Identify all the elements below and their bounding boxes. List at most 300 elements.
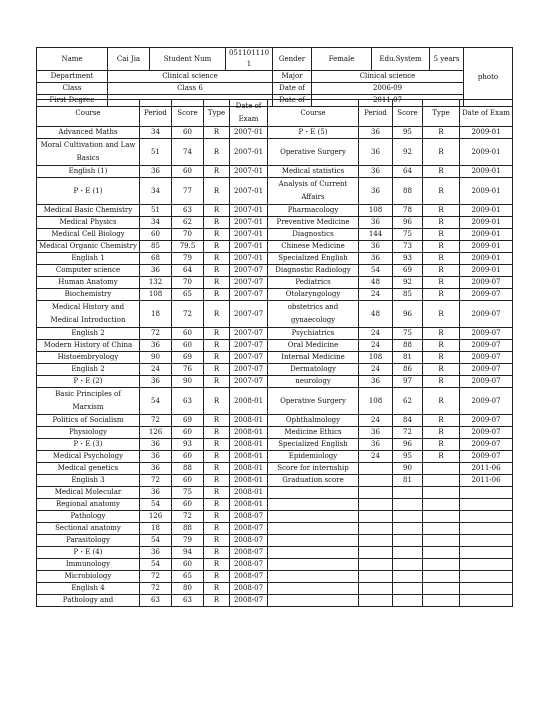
left-score: 88 <box>172 463 204 475</box>
left-exam-date: 2007-01 <box>230 139 268 166</box>
right-exam-date: 2009-07 <box>460 388 513 415</box>
col-date-of-exam: Date of Exam <box>460 100 513 127</box>
right-period: 24 <box>359 340 393 352</box>
right-score: 88 <box>393 178 423 205</box>
table-row <box>37 139 513 166</box>
left-course-name: English 4 <box>37 583 140 595</box>
right-course-name <box>268 511 359 523</box>
table-row <box>37 595 513 607</box>
right-period: 54 <box>359 265 393 277</box>
table-row <box>37 229 513 241</box>
right-type <box>423 571 460 583</box>
left-course-name: Basic Principles of Marxism <box>37 388 140 415</box>
table-row <box>37 352 513 364</box>
right-exam-date: 2009-07 <box>460 328 513 340</box>
right-type: R <box>423 289 460 301</box>
right-course-name: Epidemiology <box>268 451 359 463</box>
table-row <box>37 328 513 340</box>
left-period: 36 <box>140 166 172 178</box>
table-row <box>37 289 513 301</box>
right-course-name: Otolaryngology <box>268 289 359 301</box>
edu-system-label: Edu.System <box>372 48 430 71</box>
left-exam-date: 2008-01 <box>230 439 268 451</box>
left-period: 36 <box>140 376 172 388</box>
left-score: 62 <box>172 217 204 229</box>
table-row <box>37 571 513 583</box>
left-period: 54 <box>140 499 172 511</box>
right-course-name <box>268 535 359 547</box>
class-value: Class 6 <box>108 83 273 95</box>
left-type: R <box>204 523 230 535</box>
left-exam-date: 2008-01 <box>230 451 268 463</box>
table-row <box>37 253 513 265</box>
right-type: R <box>423 352 460 364</box>
right-exam-date: 2009-07 <box>460 427 513 439</box>
left-type: R <box>204 583 230 595</box>
left-exam-date: 2008-07 <box>230 511 268 523</box>
right-period: 36 <box>359 427 393 439</box>
right-period: 36 <box>359 166 393 178</box>
table-row <box>37 277 513 289</box>
right-score: 88 <box>393 340 423 352</box>
right-type: R <box>423 388 460 415</box>
left-exam-date: 2008-07 <box>230 547 268 559</box>
left-course-name: Medical genetics <box>37 463 140 475</box>
table-row <box>37 376 513 388</box>
left-exam-date: 2007-07 <box>230 277 268 289</box>
left-period: 34 <box>140 217 172 229</box>
left-period: 24 <box>140 364 172 376</box>
right-period: 24 <box>359 415 393 427</box>
right-exam-date: 2009-01 <box>460 139 513 166</box>
student-info-table <box>36 47 513 107</box>
right-exam-date: 2009-01 <box>460 127 513 139</box>
table-row <box>37 127 513 139</box>
left-score: 75 <box>172 487 204 499</box>
left-course-name: P・E (1) <box>37 178 140 205</box>
right-exam-date: 2009-07 <box>460 451 513 463</box>
left-score: 60 <box>172 475 204 487</box>
left-course-name: Advanced Maths <box>37 127 140 139</box>
left-course-name: P・E (4) <box>37 547 140 559</box>
right-course-name: Ophthalmology <box>268 415 359 427</box>
left-period: 36 <box>140 487 172 499</box>
left-type: R <box>204 547 230 559</box>
left-exam-date: 2008-01 <box>230 415 268 427</box>
right-type: R <box>423 415 460 427</box>
left-period: 54 <box>140 388 172 415</box>
right-type <box>423 535 460 547</box>
table-row <box>37 463 513 475</box>
right-exam-date: 2009-01 <box>460 265 513 277</box>
right-period: 48 <box>359 277 393 289</box>
right-type: R <box>423 427 460 439</box>
left-type: R <box>204 388 230 415</box>
left-course-name: Medical Basic Chemistry <box>37 205 140 217</box>
right-period <box>359 571 393 583</box>
student-num-value: 0511011101 <box>226 48 273 71</box>
right-type: R <box>423 229 460 241</box>
right-exam-date: 2009-01 <box>460 229 513 241</box>
left-score: 80 <box>172 583 204 595</box>
left-period: 51 <box>140 139 172 166</box>
left-period: 36 <box>140 439 172 451</box>
right-period: 36 <box>359 139 393 166</box>
left-type: R <box>204 139 230 166</box>
right-course-name <box>268 499 359 511</box>
name-value: Cai Jia <box>108 48 150 71</box>
table-row <box>37 499 513 511</box>
student-num-label: Student Num <box>150 48 226 71</box>
right-type: R <box>423 340 460 352</box>
right-exam-date: 2009-01 <box>460 241 513 253</box>
right-course-name: Analysis of Current Affairs <box>268 178 359 205</box>
left-exam-date: 2007-07 <box>230 289 268 301</box>
right-period <box>359 583 393 595</box>
table-row <box>37 427 513 439</box>
right-course-name: Medical statistics <box>268 166 359 178</box>
right-course-name <box>268 583 359 595</box>
right-type <box>423 583 460 595</box>
table-row <box>37 451 513 463</box>
left-period: 34 <box>140 178 172 205</box>
left-course-name: English 2 <box>37 328 140 340</box>
first-degree-label: First Degree <box>37 95 108 107</box>
left-course-name: Regional anatomy <box>37 499 140 511</box>
left-course-name: Microbiology <box>37 571 140 583</box>
right-course-name: Specialized English <box>268 439 359 451</box>
right-period <box>359 523 393 535</box>
left-course-name: Modern History of China <box>37 340 140 352</box>
right-type: R <box>423 217 460 229</box>
left-period: 72 <box>140 583 172 595</box>
right-course-name: Diagnostic Radiology <box>268 265 359 277</box>
left-score: 94 <box>172 547 204 559</box>
right-course-name: Pediatrics <box>268 277 359 289</box>
left-course-name: English 1 <box>37 253 140 265</box>
right-type: R <box>423 376 460 388</box>
right-period: 36 <box>359 253 393 265</box>
right-exam-date: 2009-07 <box>460 415 513 427</box>
right-period: 108 <box>359 352 393 364</box>
left-exam-date: 2007-01 <box>230 217 268 229</box>
right-exam-date <box>460 487 513 499</box>
left-course-name: Human Anatomy <box>37 277 140 289</box>
right-score: 75 <box>393 328 423 340</box>
left-course-name: P・E (3) <box>37 439 140 451</box>
left-type: R <box>204 217 230 229</box>
left-exam-date: 2007-01 <box>230 166 268 178</box>
major-value: Clinical science <box>312 71 464 83</box>
left-type: R <box>204 487 230 499</box>
left-score: 72 <box>172 301 204 328</box>
right-type: R <box>423 253 460 265</box>
right-period <box>359 487 393 499</box>
left-type: R <box>204 241 230 253</box>
right-exam-date <box>460 583 513 595</box>
left-type: R <box>204 205 230 217</box>
right-score <box>393 499 423 511</box>
right-type <box>423 595 460 607</box>
right-score <box>393 487 423 499</box>
left-score: 63 <box>172 595 204 607</box>
right-score: 64 <box>393 166 423 178</box>
left-period: 85 <box>140 241 172 253</box>
right-course-name: Score for internship <box>268 463 359 475</box>
table-row <box>37 415 513 427</box>
left-type: R <box>204 463 230 475</box>
right-score: 85 <box>393 289 423 301</box>
right-score: 96 <box>393 439 423 451</box>
right-type: R <box>423 439 460 451</box>
right-type: R <box>423 166 460 178</box>
left-period: 68 <box>140 253 172 265</box>
left-period: 36 <box>140 451 172 463</box>
right-period: 36 <box>359 127 393 139</box>
left-type: R <box>204 451 230 463</box>
right-period: 36 <box>359 217 393 229</box>
left-type: R <box>204 277 230 289</box>
gender-value: Female <box>312 48 372 71</box>
left-exam-date: 2007-07 <box>230 340 268 352</box>
left-type: R <box>204 178 230 205</box>
class-label: Class <box>37 83 108 95</box>
col-date-of-exam: Date of Exam <box>230 100 268 127</box>
left-exam-date: 2007-01 <box>230 127 268 139</box>
left-course-name: English (1) <box>37 166 140 178</box>
right-score: 96 <box>393 217 423 229</box>
right-course-name: Chinese Medicine <box>268 241 359 253</box>
right-score <box>393 523 423 535</box>
graduation-date-value: 2011-07 <box>312 95 464 107</box>
right-score <box>393 547 423 559</box>
right-score: 90 <box>393 463 423 475</box>
left-score: 72 <box>172 511 204 523</box>
right-course-name <box>268 571 359 583</box>
left-course-name: Pathology <box>37 511 140 523</box>
left-exam-date: 2008-01 <box>230 475 268 487</box>
right-score: 92 <box>393 277 423 289</box>
right-exam-date <box>460 511 513 523</box>
right-score <box>393 571 423 583</box>
right-score: 95 <box>393 451 423 463</box>
right-course-name: Operative Surgery <box>268 139 359 166</box>
department-label: Department <box>37 71 108 83</box>
table-row <box>37 559 513 571</box>
left-exam-date: 2008-07 <box>230 595 268 607</box>
right-period <box>359 475 393 487</box>
right-exam-date <box>460 499 513 511</box>
left-score: 70 <box>172 229 204 241</box>
right-score: 86 <box>393 364 423 376</box>
table-row <box>37 340 513 352</box>
left-period: 18 <box>140 301 172 328</box>
right-course-name: Preventive Medicine <box>268 217 359 229</box>
left-type: R <box>204 559 230 571</box>
left-score: 90 <box>172 376 204 388</box>
photo-box: photo <box>464 48 513 107</box>
left-type: R <box>204 340 230 352</box>
right-period <box>359 559 393 571</box>
right-course-name <box>268 595 359 607</box>
left-period: 36 <box>140 463 172 475</box>
table-row <box>37 535 513 547</box>
right-period: 24 <box>359 451 393 463</box>
right-score: 62 <box>393 388 423 415</box>
right-type <box>423 487 460 499</box>
right-period: 36 <box>359 376 393 388</box>
left-period: 34 <box>140 127 172 139</box>
left-type: R <box>204 265 230 277</box>
name-label: Name <box>37 48 108 71</box>
table-row <box>37 265 513 277</box>
left-exam-date: 2008-01 <box>230 499 268 511</box>
right-exam-date: 2009-01 <box>460 217 513 229</box>
right-course-name: obstetrics and gynaecology <box>268 301 359 328</box>
column-header-row <box>37 100 513 127</box>
left-period: 36 <box>140 340 172 352</box>
right-period: 24 <box>359 328 393 340</box>
left-course-name: English 3 <box>37 475 140 487</box>
right-exam-date: 2009-07 <box>460 277 513 289</box>
left-period: 72 <box>140 571 172 583</box>
table-row <box>37 205 513 217</box>
right-type: R <box>423 205 460 217</box>
left-exam-date: 2007-01 <box>230 178 268 205</box>
table-row <box>37 217 513 229</box>
table-row <box>37 547 513 559</box>
right-exam-date <box>460 547 513 559</box>
left-course-name: Medical Physics <box>37 217 140 229</box>
left-score: 63 <box>172 205 204 217</box>
left-score: 70 <box>172 277 204 289</box>
left-exam-date: 2008-01 <box>230 388 268 415</box>
left-score: 60 <box>172 499 204 511</box>
edu-system-value: 5 years <box>430 48 464 71</box>
left-course-name: Physiology <box>37 427 140 439</box>
left-exam-date: 2007-01 <box>230 205 268 217</box>
left-score: 74 <box>172 139 204 166</box>
left-exam-date: 2007-01 <box>230 229 268 241</box>
left-course-name: Medical Molecular <box>37 487 140 499</box>
left-course-name: Biochemistry <box>37 289 140 301</box>
right-type: R <box>423 265 460 277</box>
left-period: 54 <box>140 535 172 547</box>
left-exam-date: 2008-01 <box>230 463 268 475</box>
left-type: R <box>204 352 230 364</box>
right-type: R <box>423 328 460 340</box>
left-period: 63 <box>140 595 172 607</box>
right-type: R <box>423 241 460 253</box>
right-exam-date: 2011-06 <box>460 475 513 487</box>
left-score: 65 <box>172 289 204 301</box>
left-type: R <box>204 415 230 427</box>
left-exam-date: 2008-01 <box>230 427 268 439</box>
right-course-name: Operative Surgery <box>268 388 359 415</box>
right-score: 92 <box>393 139 423 166</box>
left-score: 60 <box>172 166 204 178</box>
left-exam-date: 2007-07 <box>230 364 268 376</box>
table-row <box>37 241 513 253</box>
left-course-name: Histoembryology <box>37 352 140 364</box>
table-row <box>37 523 513 535</box>
right-course-name: Pharmacology <box>268 205 359 217</box>
left-exam-date: 2008-07 <box>230 535 268 547</box>
right-score: 95 <box>393 127 423 139</box>
col-period: Period <box>140 100 172 127</box>
left-course-name: Computer science <box>37 265 140 277</box>
left-period: 72 <box>140 415 172 427</box>
right-score: 96 <box>393 301 423 328</box>
left-score: 88 <box>172 523 204 535</box>
left-type: R <box>204 439 230 451</box>
right-exam-date: 2009-01 <box>460 178 513 205</box>
right-score: 81 <box>393 352 423 364</box>
right-exam-date: 2009-07 <box>460 289 513 301</box>
left-score: 64 <box>172 265 204 277</box>
right-score: 81 <box>393 475 423 487</box>
right-type: R <box>423 364 460 376</box>
gender-label: Gender <box>273 48 312 71</box>
left-score: 60 <box>172 427 204 439</box>
table-row <box>37 301 513 328</box>
right-exam-date: 2009-07 <box>460 439 513 451</box>
right-type: R <box>423 301 460 328</box>
right-type <box>423 499 460 511</box>
left-period: 18 <box>140 523 172 535</box>
right-score <box>393 595 423 607</box>
right-period: 24 <box>359 289 393 301</box>
col-type: Type <box>423 100 460 127</box>
left-score: 76 <box>172 364 204 376</box>
col-period: Period <box>359 100 393 127</box>
table-row <box>37 166 513 178</box>
left-period: 72 <box>140 475 172 487</box>
right-type <box>423 559 460 571</box>
right-score: 78 <box>393 205 423 217</box>
right-score: 93 <box>393 253 423 265</box>
left-exam-date: 2007-07 <box>230 352 268 364</box>
table-row <box>37 178 513 205</box>
graduation-date-label: Date of <box>273 95 312 107</box>
table-row <box>37 439 513 451</box>
right-period <box>359 595 393 607</box>
left-exam-date: 2008-07 <box>230 571 268 583</box>
left-course-name: Sectional anatomy <box>37 523 140 535</box>
right-score: 69 <box>393 265 423 277</box>
left-exam-date: 2008-01 <box>230 487 268 499</box>
left-exam-date: 2008-07 <box>230 559 268 571</box>
col-score: Score <box>172 100 204 127</box>
right-score <box>393 511 423 523</box>
right-course-name: Diagnostics <box>268 229 359 241</box>
right-type <box>423 475 460 487</box>
right-course-name <box>268 487 359 499</box>
table-row <box>37 475 513 487</box>
left-type: R <box>204 253 230 265</box>
left-score: 79.5 <box>172 241 204 253</box>
right-period <box>359 547 393 559</box>
table-row <box>37 511 513 523</box>
left-score: 60 <box>172 127 204 139</box>
table-row <box>37 583 513 595</box>
left-period: 90 <box>140 352 172 364</box>
right-score <box>393 583 423 595</box>
left-period: 36 <box>140 265 172 277</box>
left-course-name: Medical History and Medical Introduction <box>37 301 140 328</box>
right-course-name: Medicine Ethics <box>268 427 359 439</box>
right-course-name: neurology <box>268 376 359 388</box>
